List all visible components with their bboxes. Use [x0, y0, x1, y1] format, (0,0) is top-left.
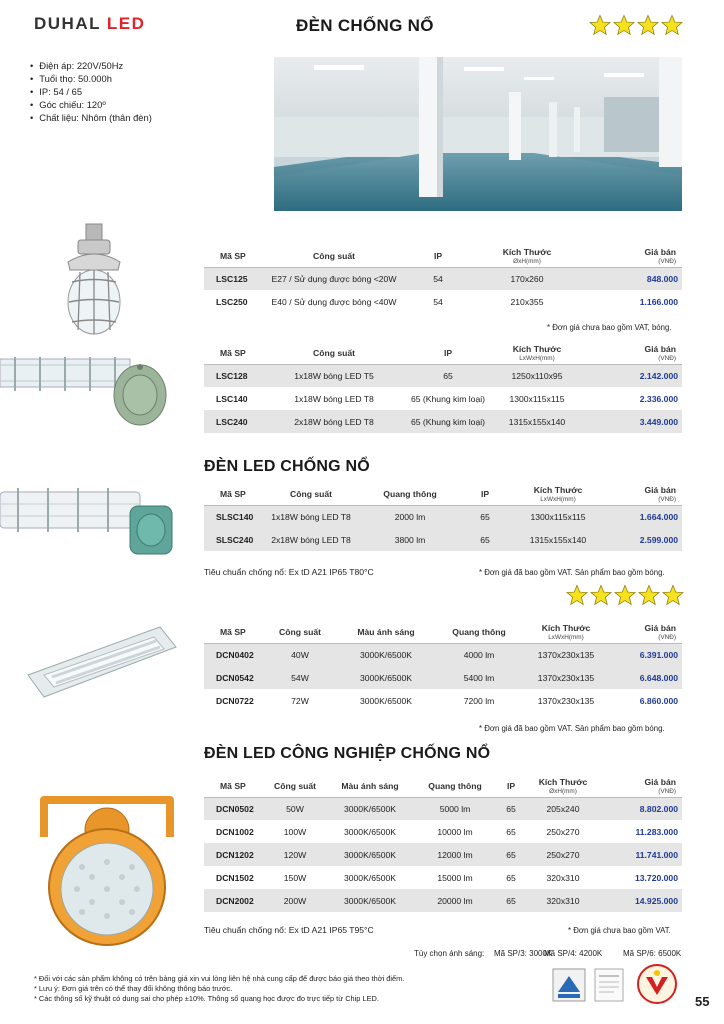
col-header-ip: IP — [496, 775, 526, 797]
table-row: LSC250 E40 / Sử dụng được bóng <40W 54 210x355 1.166.000 — [216, 296, 678, 307]
footer-note-2: * Lưu ý: Đơn giá trên có thể thay đổi không thông báo trước. — [34, 984, 233, 993]
note-section3: * Đơn giá chưa bao gồm VAT. — [568, 926, 671, 935]
tube-lamp-image — [0, 345, 168, 433]
star-icon — [661, 14, 683, 36]
col-header-size: Kích Thước LxWxH(mm) — [522, 621, 610, 643]
rating-stars-top — [589, 14, 683, 36]
col-header-size: Kích Thước ØxH(mm) — [468, 245, 586, 267]
col-header-code: Mã SP — [204, 775, 264, 797]
col-header-price: Giá bán (VNĐ) — [586, 342, 682, 364]
table-led-tube-lamps — [204, 483, 682, 551]
col-header-size: Kích Thước LxWxH(mm) — [512, 483, 604, 505]
table-row: SLSC140 1x18W bóng LED T8 2000 lm 65 1300x115x115 1.664.000 — [204, 505, 682, 528]
table-row: DCN2002 200W 3000K/6500K 20000 lm 65 320x310 14.925.000 — [204, 889, 682, 912]
star-icon — [613, 14, 635, 36]
page-number: 55 — [695, 994, 710, 1009]
star-icon — [662, 584, 684, 606]
standard-section2: Tiêu chuẩn chống nổ: Ex tD A21 IP65 T80°C — [204, 567, 374, 577]
color-option-4200k: Mã SP/4: 4200K — [544, 949, 603, 958]
note-table1: * Đơn giá chưa bao gồm VAT, bóng. — [547, 323, 672, 332]
star-icon — [614, 584, 636, 606]
brand-logo: DUHAL LED — [34, 14, 146, 33]
col-header-code: Mã SP — [204, 342, 260, 364]
col-header-ip: IP — [408, 342, 488, 364]
section-title-industrial-led: ĐÈN LED CÔNG NGHIỆP CHỐNG NỔ — [204, 745, 491, 762]
star-icon — [566, 584, 588, 606]
table-row: DCN0502 50W 3000K/6500K 5000 lm 65 205x240 8.802.000 — [204, 797, 682, 820]
table-row: LSC125 E27 / Sử dụng được bóng <20W 54 170x260 848.000 — [204, 267, 682, 290]
col-header-ip: IP — [458, 483, 512, 505]
section-title-led-explosion-proof: ĐÈN LED CHỐNG NỔ — [204, 458, 370, 475]
col-header-price: Giá bán (VNĐ) — [610, 621, 682, 643]
pendant-lamp-image — [58, 222, 130, 340]
col-header-code: Mã SP — [204, 483, 260, 505]
color-option-3000k: Mã SP/3: 3000K — [494, 949, 553, 958]
table-pendant-lamps — [204, 245, 682, 313]
table-tube-lamps — [204, 342, 682, 433]
col-header-power: Công suất — [260, 245, 408, 267]
col-header-price: Giá bán (VNĐ) — [600, 775, 682, 797]
table-row: SLSC240 2x18W bóng LED T8 3800 lm 65 1315x155x140 2.599.000 — [204, 528, 682, 551]
highbay-lamp-image — [32, 792, 182, 952]
col-header-price: Giá bán (VNĐ) — [604, 483, 682, 505]
page-title: ĐÈN CHỐNG NỔ — [296, 16, 434, 35]
star-icon — [637, 14, 659, 36]
star-icon — [590, 584, 612, 606]
standard-section3: Tiêu chuẩn chống nổ: Ex tD A21 IP65 T95°C — [204, 925, 374, 935]
table-industrial-lamps — [204, 775, 682, 912]
table-row: DCN0402 40W 3000K/6500K 4000 lm 1370x230x135 6.391.000 — [204, 643, 682, 666]
col-header-code: Mã SP — [204, 245, 260, 267]
table-panel-lamps — [204, 621, 682, 712]
spec-beam-angle: • Góc chiếu: 120º — [30, 98, 152, 111]
col-header-color: Màu ánh sáng — [336, 621, 436, 643]
col-header-size: Kích Thước LxWxH(mm) — [488, 342, 586, 364]
col-header-ip: IP — [408, 245, 468, 267]
col-header-power: Công suất — [260, 342, 408, 364]
iso-certificate-icon — [594, 968, 624, 1002]
col-header-color: Màu ánh sáng — [326, 775, 414, 797]
table-row: LSC128 1x18W bóng LED T5 65 1250x110x95 2.142.000 — [204, 364, 682, 387]
footer-notes — [34, 974, 404, 1004]
note-table4: * Đơn giá đã bao gồm VAT. Sản phẩm bao gồm bóng. — [479, 724, 665, 733]
panel-lamp-image — [24, 625, 180, 705]
spec-lifetime: • Tuổi thọ: 50.000h — [30, 72, 152, 85]
col-header-code: Mã SP — [204, 621, 264, 643]
star-icon — [638, 584, 660, 606]
spec-list — [30, 59, 152, 124]
table-row: DCN1202 120W 3000K/6500K 12000 lm 65 250x270 11.741.000 — [204, 843, 682, 866]
quality-award-icon — [636, 963, 678, 1005]
led-tube-lamp-image — [0, 480, 175, 560]
table-row: LSC140 1x18W bóng LED T8 65 (Khung kim loại) 1300x115x115 2.336.000 — [216, 393, 678, 404]
rating-stars-mid — [566, 584, 684, 606]
table-row: DCN0722 72W 3000K/6500K 7200 lm 1370x230x135 6.860.000 — [216, 695, 678, 706]
table-row: DCN0542 54W 3000K/6500K 5400 lm 1370x230x135 6.648.000 — [204, 666, 682, 689]
certification-badge-icon — [552, 968, 586, 1002]
color-options-label: Tùy chọn ánh sáng: — [414, 949, 485, 958]
col-header-flux: Quang thông — [362, 483, 458, 505]
col-header-flux: Quang thông — [414, 775, 496, 797]
spec-voltage: • Điện áp: 220V/50Hz — [30, 59, 152, 72]
spec-material: • Chất liệu: Nhôm (thân đèn) — [30, 111, 152, 124]
spec-ip: • IP: 54 / 65 — [30, 85, 152, 98]
factory-photo — [274, 57, 682, 211]
color-option-6500k: Mã SP/6: 6500K — [623, 949, 682, 958]
footer-note-3: * Các thông số kỹ thuật có dung sai cho phép ±10%. Thông số quang học được đo trực tiếp từ Chip LED. — [34, 994, 379, 1003]
col-header-flux: Quang thông — [436, 621, 522, 643]
footer-note-1: * Đối với các sản phẩm không có trên bảng giá xin vui lòng liên hệ nhà cung cấp để được báo giá theo thời điểm. — [34, 974, 405, 983]
col-header-price: Giá bán (VNĐ) — [586, 245, 682, 267]
note-section2: * Đơn giá đã bao gồm VAT. Sản phẩm bao gồm bóng. — [479, 568, 665, 577]
col-header-size: Kích Thước ØxH(mm) — [526, 775, 600, 797]
table-row: DCN1502 150W 3000K/6500K 15000 lm 65 320x310 13.720.000 — [216, 872, 678, 883]
col-header-power: Công suất — [264, 621, 336, 643]
table-row: DCN1002 100W 3000K/6500K 10000 lm 65 250x270 11.283.000 — [216, 826, 678, 837]
table-row: LSC240 2x18W bóng LED T8 65 (Khung kim loại) 1315x155x140 3.449.000 — [204, 410, 682, 433]
col-header-power: Công suất — [260, 483, 362, 505]
star-icon — [589, 14, 611, 36]
col-header-power: Công suất — [264, 775, 326, 797]
